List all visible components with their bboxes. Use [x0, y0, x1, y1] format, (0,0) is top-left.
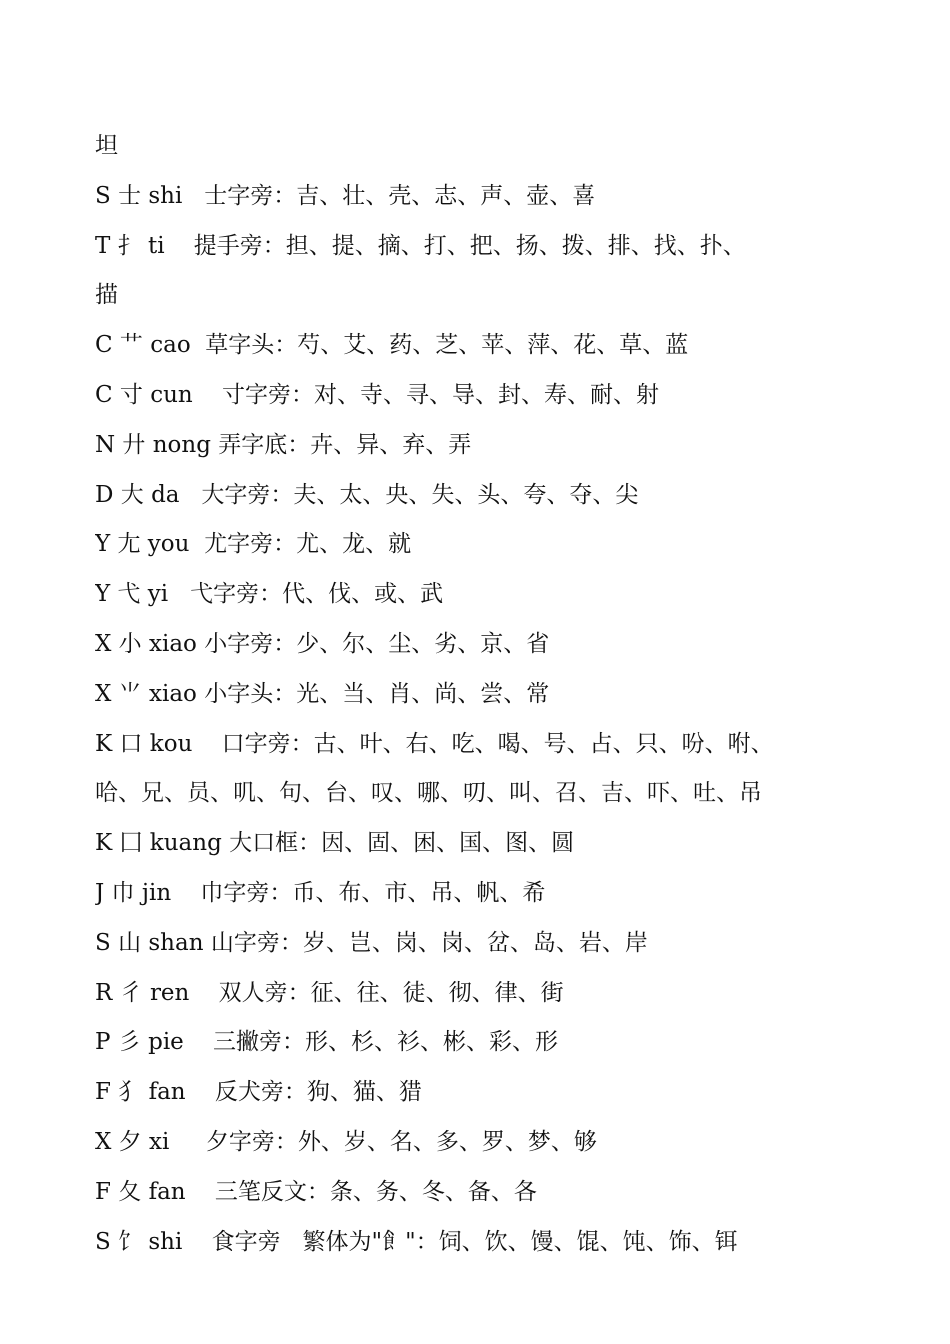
- text-line: K 囗 kuang 大口框：因、固、困、国、图、圆: [95, 830, 575, 857]
- text-line: K 口 kou 口字旁：古、叶、右、吃、喝、号、占、只、吩、咐、: [95, 730, 774, 757]
- text-line: C 寸 cun 寸字旁：对、寺、寻、导、封、寿、耐、射: [95, 381, 659, 408]
- text-line: D 大 da 大字旁：夫、太、央、失、头、夸、夺、尖: [95, 481, 639, 508]
- text-line: Y 弋 yi 弋字旁：代、伐、或、武: [95, 581, 444, 608]
- text-line: F 犭 fan 反犬旁：狗、猫、猎: [95, 1079, 422, 1106]
- text-line: X ⺌ xiao 小字头：光、当、肖、尚、尝、常: [95, 680, 550, 707]
- text-line: X 小 xiao 小字旁：少、尔、尘、劣、京、省: [95, 630, 550, 657]
- text-line: R 彳 ren 双人旁：征、往、徒、彻、律、街: [95, 979, 564, 1006]
- radical-list: [95, 122, 865, 1267]
- text-line: S 饣 shi 食字旁 繁体为"飠"：饲、饮、馒、馄、饨、饰、铒: [95, 1228, 738, 1255]
- text-line: J 巾 jin 巾字旁：币、布、市、吊、帆、希: [95, 879, 546, 906]
- text-line: T 扌 ti 提手旁：担、提、摘、打、把、扬、拨、排、找、扑、: [95, 232, 746, 259]
- text-line: N 廾 nong 弄字底：卉、异、弃、弄: [95, 431, 472, 458]
- text-line: S 山 shan 山字旁：岁、岂、岗、岗、岔、岛、岩、岸: [95, 929, 648, 956]
- text-line: Y 尢 you 尤字旁：尤、龙、就: [95, 531, 412, 558]
- text-line: F 夂 fan 三笔反文：条、务、冬、备、各: [95, 1178, 537, 1205]
- text-line: S 士 shi 士字旁：吉、壮、壳、志、声、壶、喜: [95, 182, 596, 209]
- text-line: 哈、兄、员、叽、句、台、叹、哪、叨、叫、召、吉、吓、吐、吊: [95, 780, 762, 807]
- text-line: P 彡 pie 三撇旁：形、杉、衫、彬、彩、形: [95, 1029, 559, 1056]
- text-line: 坦: [95, 133, 118, 159]
- text-line: X 夕 xi 夕字旁：外、岁、名、多、罗、梦、够: [95, 1128, 597, 1155]
- text-line: 描: [95, 282, 118, 309]
- text-line: C 艹 cao 草字头：芍、艾、药、芝、苹、萍、花、草、蓝: [95, 332, 689, 359]
